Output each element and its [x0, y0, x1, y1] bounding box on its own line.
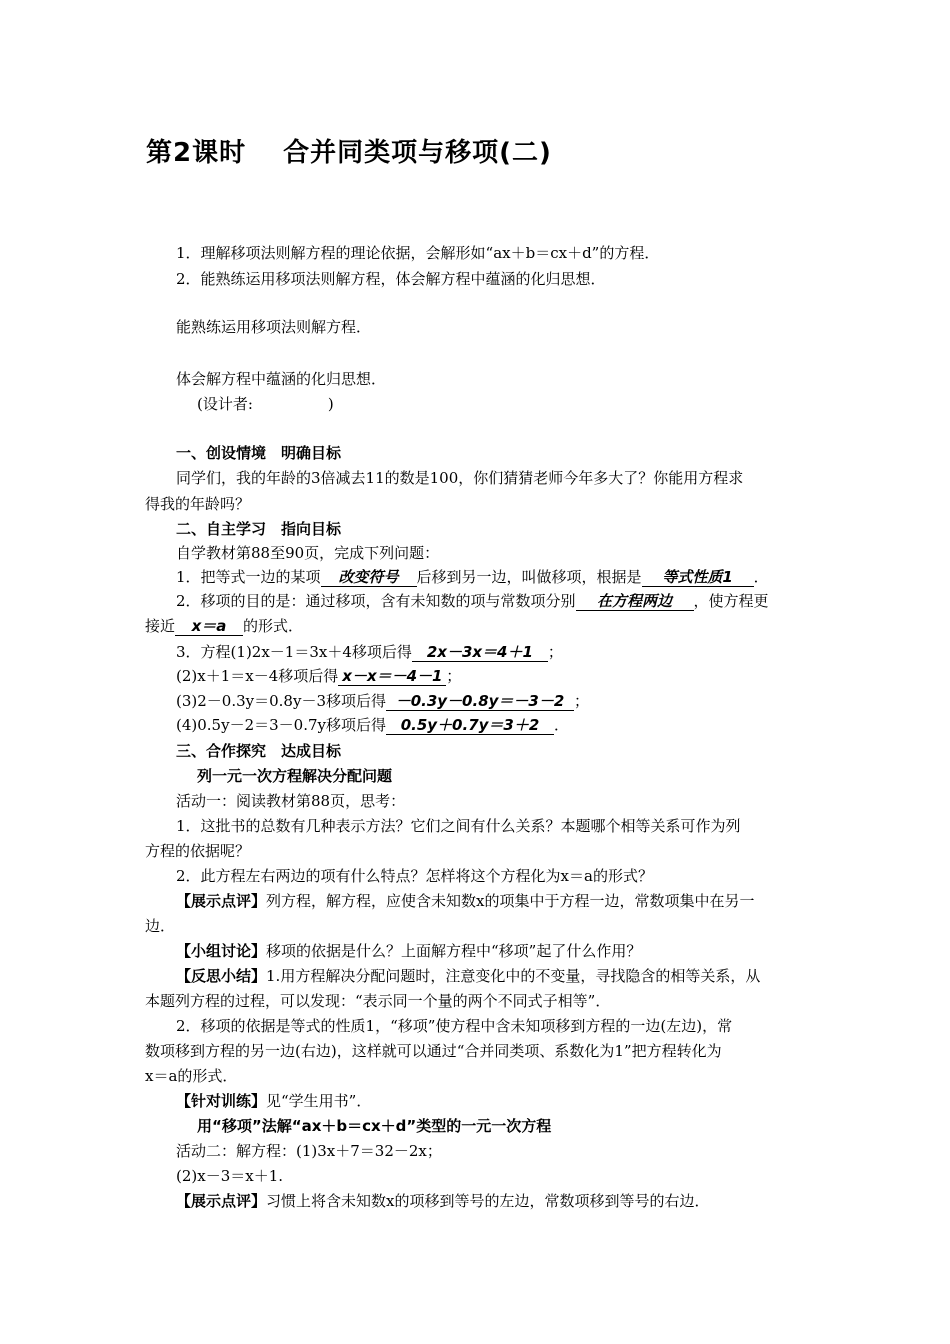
- activity-2-part-2: (2)x－3＝x＋1.: [176, 1167, 284, 1185]
- designer: (设计者: ): [197, 395, 334, 413]
- activity-2: 活动二：解方程：(1)3x＋7＝32－2x；: [176, 1142, 442, 1160]
- answer-blank: 2x－3x＝4＋1: [412, 643, 548, 662]
- reflection-2: 2．移项的依据是等式的性质1，“移项”使方程中含未知项移到方程的一边(左边)，常: [176, 1017, 733, 1035]
- page-title: 第2课时 合并同类项与移项(二): [146, 138, 552, 168]
- goal-2: 2．能熟练运用移项法则解方程，体会解方程中蕴涵的化归思想．: [176, 270, 606, 288]
- answer-blank: 在方程两边: [576, 592, 694, 611]
- reflection-cont: 本题列方程的过程，可以发现：“表示同一个量的两个不同式子相等”．: [145, 992, 611, 1010]
- difficult-point: 体会解方程中蕴涵的化归思想．: [176, 370, 387, 388]
- key-point: 能熟练运用移项法则解方程．: [176, 318, 372, 336]
- show-review-1: 【展示点评】列方程，解方程，应使含未知数x的项集中于方程一边，常数项集中在另一: [176, 892, 755, 910]
- section-1-heading: 一、创设情境 明确目标: [176, 444, 342, 462]
- reflection: 【反思小结】1.用方程解决分配问题时，注意变化中的不变量，寻找隐含的相等关系，从: [176, 967, 761, 985]
- question-3-1: 3．方程(1)2x－1＝3x＋4移项后得 2x－3x＝4＋1 ；: [176, 643, 563, 661]
- show-review-2: 【展示点评】习惯上将含未知数x的项移到等号的左边，常数项移到等号的右边．: [176, 1192, 710, 1210]
- section-3-heading: 三、合作探究 达成目标: [176, 742, 342, 760]
- group-discussion: 【小组讨论】移项的依据是什么？上面解方程中“移项”起了什么作用？: [176, 942, 642, 960]
- answer-blank: x－x＝－4－1: [338, 667, 446, 686]
- activity-1-q2: 2．此方程左右两边的项有什么特点？怎样将这个方程化为x＝a的形式？: [176, 867, 653, 885]
- section-1-para: 同学们，我的年龄的3倍减去11的数是100，你们猜猜老师今年多大了？你能用方程求: [176, 469, 744, 487]
- show-review-1-cont: 边．: [145, 917, 176, 935]
- question-3-4: (4)0.5y－2＝3－0.7y移项后得 0.5y＋0.7y＝3＋2 ．: [176, 716, 570, 734]
- section-2-intro: 自学教材第88至90页，完成下列问题：: [176, 544, 440, 562]
- answer-blank: 改变符号: [321, 568, 417, 587]
- activity-1: 活动一：阅读教材第88页，思考：: [176, 792, 406, 810]
- targeted-training: 【针对训练】见“学生用书”．: [176, 1092, 372, 1110]
- activity-1-q1: 1．这批书的总数有几种表示方法？它们之间有什么关系？本题哪个相等关系可作为列: [176, 817, 741, 835]
- answer-blank: 0.5y＋0.7y＝3＋2: [386, 716, 554, 735]
- section-1-para-cont: 得我的年龄吗？: [145, 495, 251, 513]
- question-2: 2．移项的目的是：通过移项，含有未知数的项与常数项分别 在方程两边 ，使方程更: [176, 592, 769, 610]
- goal-1: 1．理解移项法则解方程的理论依据，会解形如“ax＋b＝cx＋d”的方程．: [176, 244, 660, 262]
- reflection-2-cont: 数项移到方程的另一边(右边)，这样就可以通过“合并同类项、系数化为1”把方程转化为: [145, 1042, 722, 1060]
- subheading-1: 列一元一次方程解决分配问题: [197, 767, 393, 785]
- question-3-3: (3)2－0.3y＝0.8y－3移项后得 －0.3y－0.8y＝－3－2 ；: [176, 692, 590, 710]
- reflection-2-end: x＝a的形式．: [145, 1067, 238, 1085]
- section-2-heading: 二、自主学习 指向目标: [176, 520, 342, 538]
- answer-blank: 等式性质1: [642, 568, 754, 587]
- question-3-2: (2)x＋1＝x－4移项后得 x－x＝－4－1 ；: [176, 667, 462, 685]
- activity-1-q1-cont: 方程的依据呢？: [145, 842, 251, 860]
- question-2-cont: 接近 x＝a 的形式．: [145, 617, 304, 635]
- answer-blank: －0.3y－0.8y＝－3－2: [386, 692, 574, 711]
- subheading-2: 用“移项”法解“ax＋b＝cx＋d”类型的一元一次方程: [197, 1117, 552, 1135]
- question-1: 1．把等式一边的某项 改变符号 后移到另一边，叫做移项，根据是 等式性质1 ．: [176, 568, 769, 586]
- answer-blank: x＝a: [175, 617, 243, 636]
